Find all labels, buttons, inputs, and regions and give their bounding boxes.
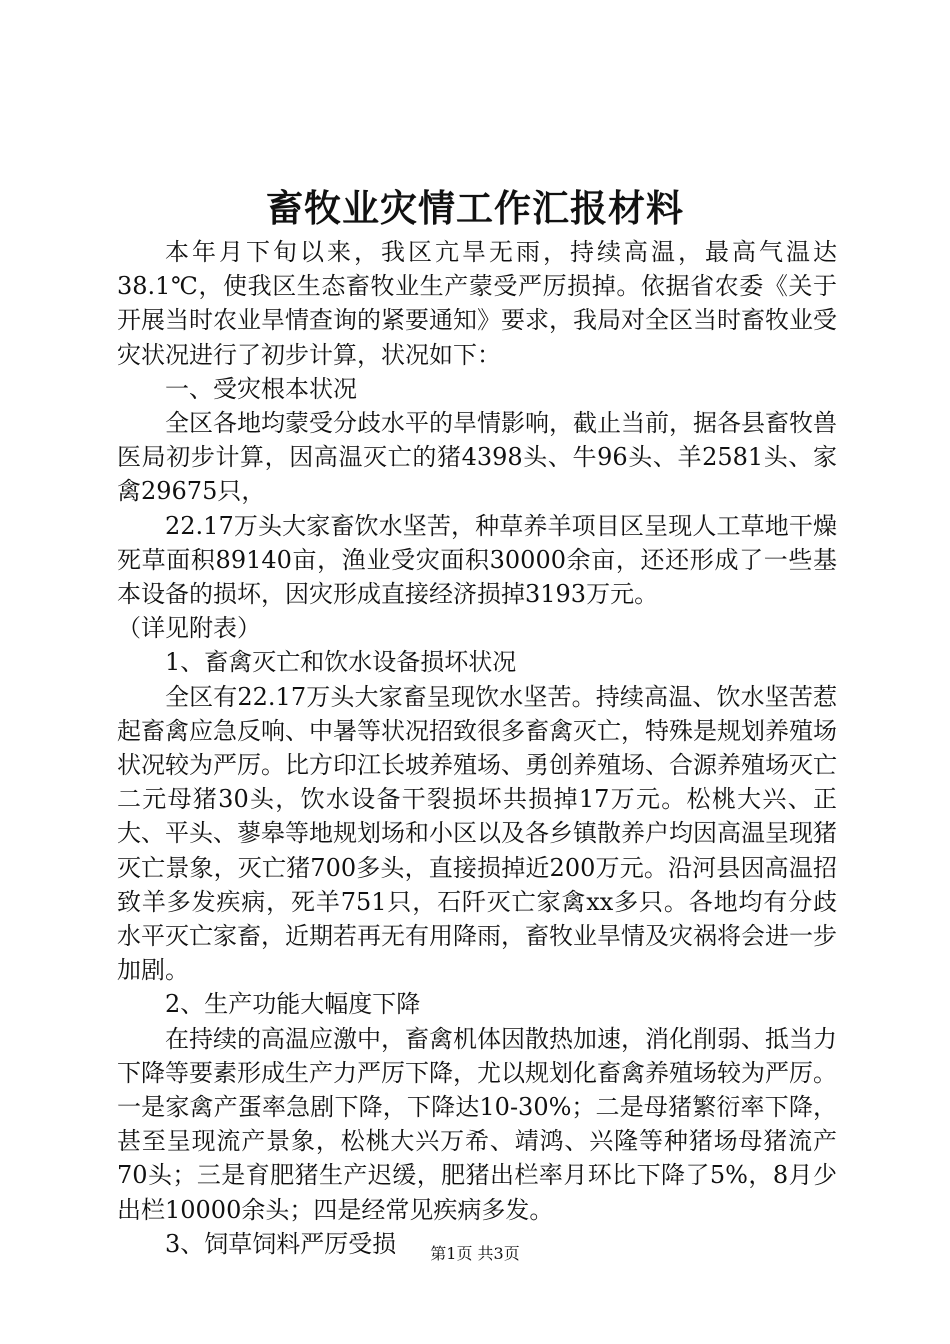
page-footer: 第1页 共3页: [430, 1244, 520, 1263]
subsection-heading-1: 1、畜禽灭亡和饮水设备损坏状况: [165, 648, 517, 677]
paragraph-production-decline: 在持续的高温应激中，畜禽机体因散热加速，消化削弱、抵当力下降等要素形成生产力严厉下降，尤以规划化畜禽养殖场较为严厉。一是家禽产蛋率急剧下降，下降达10-30%；二是母猪繁衍率下降，甚至呈现流产景象，松桃大兴万希、靖鸿、兴隆等种猪场母猪流产70头；三是育肥猪生产迟缓，肥猪出栏率月环比下降了5%，8月少出栏10000余头；四是经常见疾病多发。: [117, 1024, 837, 1224]
document-title: 畜牧业灾情工作汇报材料: [266, 186, 684, 230]
paragraph-livestock-deaths: 全区有22.17万头大家畜呈现饮水坚苦。持续高温、饮水坚苦惹起畜禽应急反响、中暑等状况招致很多畜禽灭亡，特殊是规划养殖场状况较为严厉。比方印江长坡养殖场、勇创养殖场、合源养殖场灭亡二元母猪30头，饮水设备干裂损坏共损掉17万元。松桃大兴、正大、平头、蓼皋等地规划场和小区以及各乡镇散养户均因高温呈现猪灭亡景象，灭亡猪700多头，直接损掉近200万元。沿河县因高温招致羊多发疾病，死羊751只，石阡灭亡家禽xx多只。各地均有分歧水平灭亡家畜，近期若再无有用降雨，畜牧业旱情及灾祸将会进一步加剧。: [117, 682, 837, 985]
section-heading-disaster-status: 一、受灾根本状况: [165, 374, 357, 403]
paragraph-losses: 全区各地均蒙受分歧水平的旱情影响，截止当前，据各县畜牧兽医局初步计算，因高温灭亡的猪4398头、牛96头、羊2581头、家禽29675只，: [117, 409, 837, 506]
document-body: [117, 235, 837, 1261]
subsection-heading-3: 3、饲草饲料严厉受损: [165, 1229, 397, 1258]
paragraph-see-appendix: （详见附表）: [117, 614, 261, 643]
paragraph-intro: 本年月下旬以来，我区亢旱无雨，持续高温，最高气温达38.1℃，使我区生态畜牧业生产蒙受严厉损掉。依据省农委《关于开展当时农业旱情查询的紧要通知》要求，我局对全区当时畜牧业受灾状况进行了初步计算，状况如下：: [117, 238, 837, 369]
subsection-heading-2: 2、生产功能大幅度下降: [165, 990, 421, 1019]
paragraph-economic-loss: 22.17万头大家畜饮水坚苦，种草养羊项目区呈现人工草地干燥死草面积89140亩，渔业受灾面积30000余亩，还还形成了一些基本设备的损坏，因灾形成直接经济损掉3193万元。: [117, 511, 837, 609]
